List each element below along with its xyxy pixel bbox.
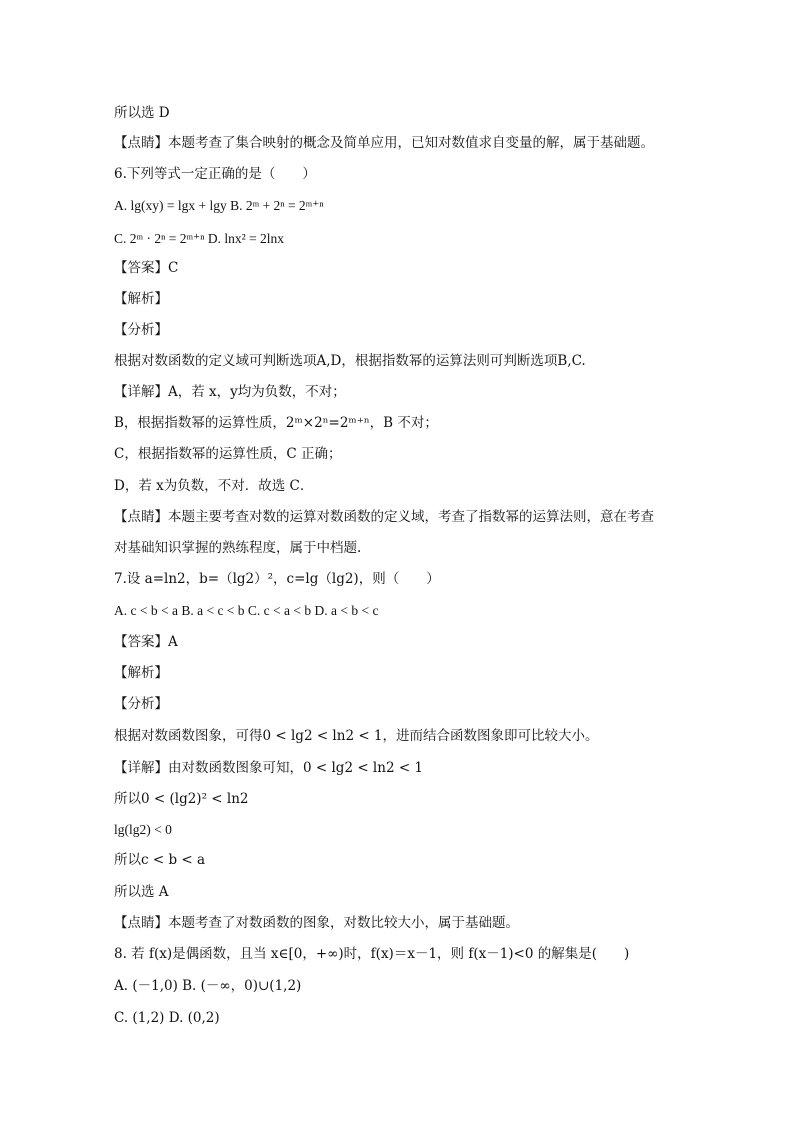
text-line: B，根据指数幂的运算性质，2ᵐ×2ⁿ=2ᵐ⁺ⁿ，B 不对； bbox=[114, 415, 438, 431]
fenxi-label: 【分析】 bbox=[114, 696, 168, 712]
text-line: C，根据指数幂的运算性质，C 正确； bbox=[114, 446, 342, 462]
text-line: lg(lg2) < 0 bbox=[114, 822, 172, 837]
question-8-options-ab: A. (－1,0) B. (－∞，0)∪(1,2) bbox=[114, 978, 302, 994]
answer-label: 【答案】C bbox=[114, 260, 179, 276]
text-line: 根据对数函数的定义域可判断选项A,D，根据指数幂的运算法则可判断选项B,C. bbox=[114, 353, 586, 369]
text-line: 所以选 A bbox=[114, 884, 169, 900]
analysis-label: 【解析】 bbox=[114, 291, 168, 307]
text-line: 【点睛】本题主要考查对数的运算对数函数的定义域，考查了指数幂的运算法则，意在考查 bbox=[114, 509, 654, 525]
question-8-stem: 8. 若 f(x)是偶函数，且当 x∈[0，+∞)时，f(x)＝x－1，则 f(x－1)<0 的解集是( ) bbox=[114, 946, 630, 962]
text-line: 所以选 D bbox=[114, 105, 170, 121]
question-7-options: A. c < b < a B. a < c < b C. c < a < b D. a < b < c bbox=[114, 603, 379, 618]
question-6-options-ab: A. lg(xy) = lgx + lgy B. 2ᵐ + 2ⁿ = 2ᵐ⁺ⁿ bbox=[114, 198, 324, 213]
question-6-options-cd: C. 2ᵐ · 2ⁿ = 2ᵐ⁺ⁿ D. lnx² = 2lnx bbox=[114, 231, 284, 246]
text-line: D，若 x为负数，不对．故选 C． bbox=[114, 478, 314, 494]
fenxi-label: 【分析】 bbox=[114, 322, 168, 338]
text-line: 根据对数函数图象，可得0 < lg2 < ln2 < 1，进而结合函数图象即可比较大小。 bbox=[114, 728, 599, 744]
text-line: 所以0 < (lg2)² < ln2 bbox=[114, 791, 249, 807]
question-8-options-cd: C. (1,2) D. (0,2) bbox=[114, 1010, 220, 1026]
answer-label: 【答案】A bbox=[114, 634, 178, 650]
text-line: 所以c < b < a bbox=[114, 852, 206, 868]
text-line: 【点睛】本题考查了集合映射的概念及简单应用，已知对数值求自变量的解，属于基础题。 bbox=[114, 135, 654, 151]
text-line: 【点睛】本题考查了对数函数的图象，对数比较大小，属于基础题。 bbox=[114, 915, 519, 931]
analysis-label: 【解析】 bbox=[114, 665, 168, 681]
text-line: 对基础知识掌握的熟练程度，属于中档题. bbox=[114, 540, 362, 556]
question-7-stem: 7.设 a=ln2，b=（lg2）²，c=lg（lg2)，则（ ） bbox=[114, 571, 440, 587]
text-line: 【详解】由对数函数图象可知，0 < lg2 < ln2 < 1 bbox=[114, 760, 424, 776]
text-line: 【详解】A，若 x，y均为负数，不对； bbox=[114, 384, 346, 400]
question-6-stem: 6.下列等式一定正确的是（ ） bbox=[114, 166, 316, 182]
